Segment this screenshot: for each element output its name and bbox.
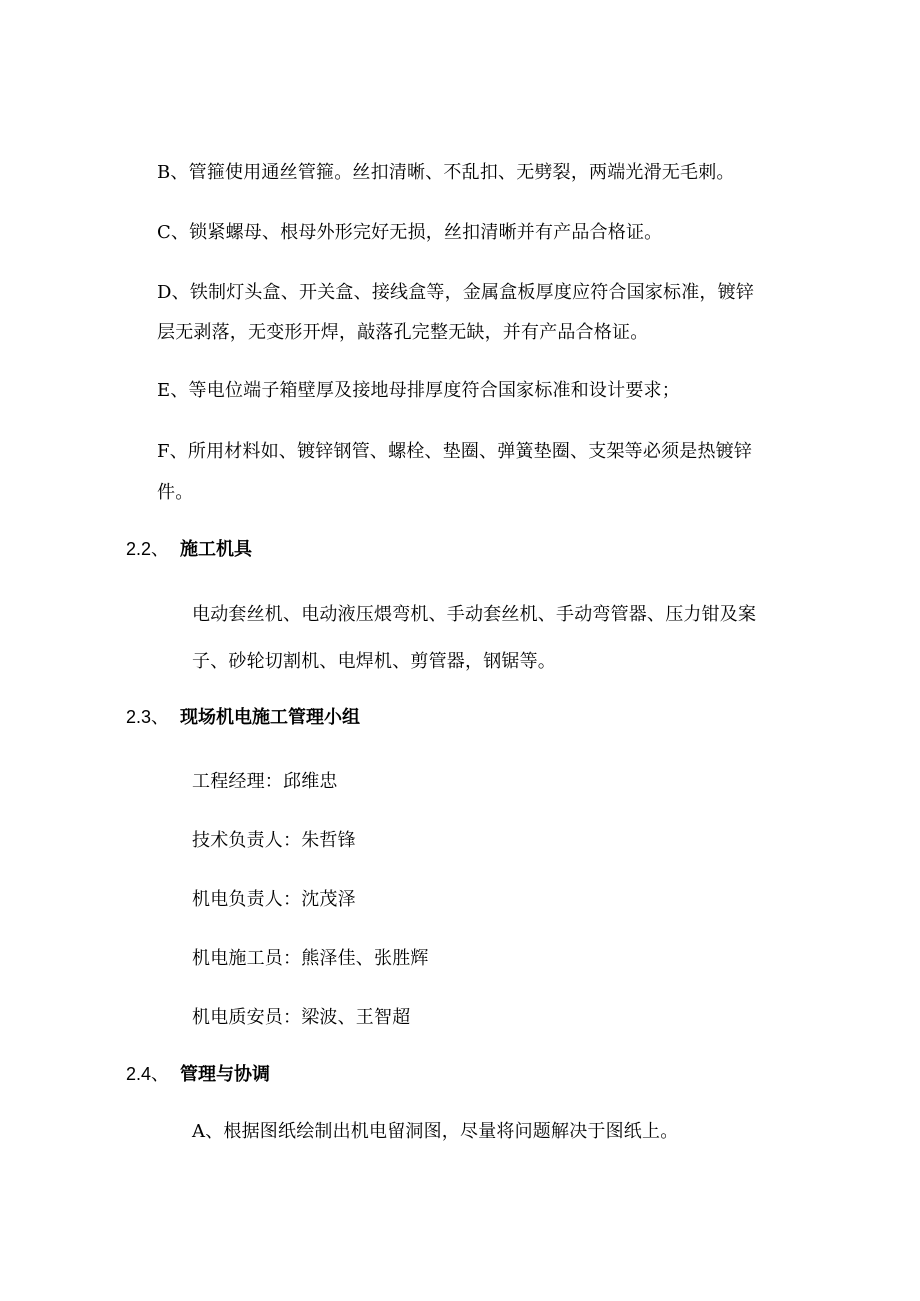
tools-line2: 子、砂轮切割机、电焊机、剪管器，钢锯等。 bbox=[192, 651, 556, 672]
section-title: 施工机具 bbox=[180, 539, 252, 560]
section-number: 2.4、 bbox=[126, 1064, 170, 1084]
section-heading-2-4 bbox=[126, 1062, 270, 1087]
tools-line1: 电动套丝机、电动液压煨弯机、手动套丝机、手动弯管器、压力钳及案 bbox=[192, 604, 757, 625]
material-item-f-line2: 件。 bbox=[157, 482, 194, 503]
section-heading-2-2 bbox=[126, 537, 252, 562]
section-number: 2.2、 bbox=[126, 539, 170, 559]
team-member: 机电负责人：沈茂泽 bbox=[192, 889, 356, 910]
team-member: 机电质安员：梁波、王智超 bbox=[192, 1007, 411, 1028]
section-title: 现场机电施工管理小组 bbox=[180, 707, 360, 728]
section-number: 2.3、 bbox=[126, 707, 170, 727]
material-item-c: C、锁紧螺母、根母外形完好无损，丝扣清晰并有产品合格证。 bbox=[157, 222, 663, 243]
coordination-item-a: A、根据图纸绘制出机电留洞图，尽量将问题解决于图纸上。 bbox=[192, 1121, 679, 1142]
section-heading-2-3 bbox=[126, 705, 360, 730]
material-item-f-line1: F、所用材料如、镀锌钢管、螺栓、垫圈、弹簧垫圈、支架等必须是热镀锌 bbox=[157, 441, 753, 462]
section-title: 管理与协调 bbox=[180, 1064, 270, 1085]
material-item-e: E、等电位端子箱壁厚及接地母排厚度符合国家标准和设计要求； bbox=[157, 380, 680, 401]
material-item-d-line2: 层无剥落，无变形开焊，敲落孔完整无缺，并有产品合格证。 bbox=[157, 322, 649, 343]
material-item-d-line1: D、铁制灯头盒、开关盒、接线盒等，金属盒板厚度应符合国家标准，镀锌 bbox=[157, 282, 755, 303]
material-item-b: B、管箍使用通丝管箍。丝扣清晰、不乱扣、无劈裂，两端光滑无毛刺。 bbox=[157, 162, 735, 183]
team-member: 机电施工员：熊泽佳、张胜辉 bbox=[192, 948, 429, 969]
team-member: 技术负责人：朱哲锋 bbox=[192, 830, 356, 851]
team-member: 工程经理：邱维忠 bbox=[192, 771, 338, 792]
